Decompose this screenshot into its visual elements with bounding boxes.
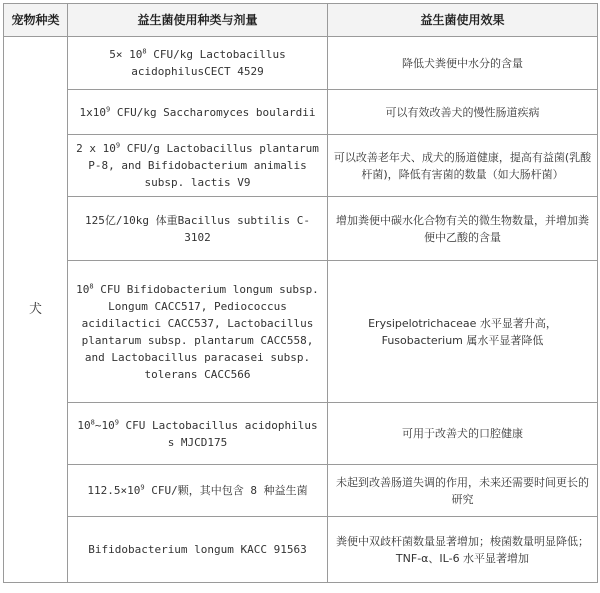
dose-cell xyxy=(68,90,328,135)
probiotic-table xyxy=(3,3,598,583)
header-row xyxy=(4,4,598,37)
dose-cell xyxy=(68,135,328,197)
dose-cell xyxy=(68,465,328,517)
dose-text: 112.5×10 xyxy=(87,484,141,497)
dose-exponent: 8 xyxy=(142,47,147,56)
document xyxy=(3,3,598,583)
header-species: 宠物种类 xyxy=(4,4,68,37)
effect-cell: 可以改善老年犬、成犬的肠道健康，提高有益菌(乳酸杆菌)，降低有害菌的数量（如大肠杆菌） xyxy=(328,135,598,197)
table-body xyxy=(4,37,598,583)
table-header xyxy=(4,4,598,37)
dose-exponent: 8 xyxy=(90,417,95,426)
dose-text: CFU/kg Saccharomyces boulardii xyxy=(110,105,316,119)
header-effect: 益生菌使用效果 xyxy=(328,4,598,37)
dose-text: 125亿/10kg 体重Bacillus subtilis C-3102 xyxy=(84,213,311,244)
dose-cell xyxy=(68,517,328,583)
effect-cell: Erysipelotrichaceae 水平显著升高，Fusobacterium 属水平显著降低 xyxy=(328,261,598,403)
dose-cell xyxy=(68,197,328,261)
dose-cell xyxy=(68,37,328,90)
effect-cell: 粪便中双歧杆菌数量显著增加；梭菌数量明显降低；TNF-α、IL-6 水平显著增加 xyxy=(328,517,598,583)
table-row xyxy=(4,135,598,197)
dose-text: Bifidobacterium longum KACC 91563 xyxy=(88,543,307,556)
dose-text: 10 xyxy=(77,418,91,432)
table-row xyxy=(4,261,598,403)
effect-cell: 可用于改善犬的口腔健康 xyxy=(328,403,598,465)
dose-text: 10 xyxy=(76,282,90,296)
effect-cell: 可以有效改善犬的慢性肠道疾病 xyxy=(328,90,598,135)
header-dose: 益生菌使用种类与剂量 xyxy=(68,4,328,37)
table-row xyxy=(4,465,598,517)
dose-text: CFU/kg Lactobacillus acidophilusCECT 4529 xyxy=(131,48,286,78)
effect-cell: 未起到改善肠道失调的作用，未来还需要时间更长的研究 xyxy=(328,465,598,517)
effect-cell: 降低犬粪便中水分的含量 xyxy=(328,37,598,90)
dose-exponent: 9 xyxy=(114,417,119,426)
dose-text: CFU/g Lactobacillus plantarum P-8, and Bifidobacterium animalis subsp. lactis V9 xyxy=(88,142,319,189)
dose-exponent: 9 xyxy=(115,141,121,150)
dose-text: 1x10 xyxy=(79,105,106,119)
species-cell: 犬 xyxy=(4,37,68,583)
dose-exponent: 8 xyxy=(89,281,94,290)
table-row xyxy=(4,517,598,583)
dose-exponent: 9 xyxy=(140,483,145,492)
table-row xyxy=(4,197,598,261)
dose-text: CFU Lactobacillus acidophilus s MJCD175 xyxy=(118,418,318,449)
dose-exponent: 9 xyxy=(105,104,111,113)
effect-cell: 增加粪便中碳水化合物有关的微生物数量，并增加粪便中乙酸的含量 xyxy=(328,197,598,261)
table-row xyxy=(4,90,598,135)
dose-text: 5× 10 xyxy=(109,48,143,61)
dose-text: 2 x 10 xyxy=(76,142,116,155)
dose-text: CFU/颗，其中包含 8 种益生菌 xyxy=(144,484,308,497)
table-row xyxy=(4,403,598,465)
dose-cell xyxy=(68,403,328,465)
dose-text: ~10 xyxy=(94,418,115,432)
table-row xyxy=(4,37,598,90)
dose-cell xyxy=(68,261,328,403)
dose-text: CFU Bifidobacterium longum subsp. Longum CACC517, Pediococcus acidilactici CACC537, Lactobacillus plantarum subsp. plantarum CACC558, and Lactobacillus paracasei subsp. tolerans CACC566 xyxy=(81,282,319,381)
